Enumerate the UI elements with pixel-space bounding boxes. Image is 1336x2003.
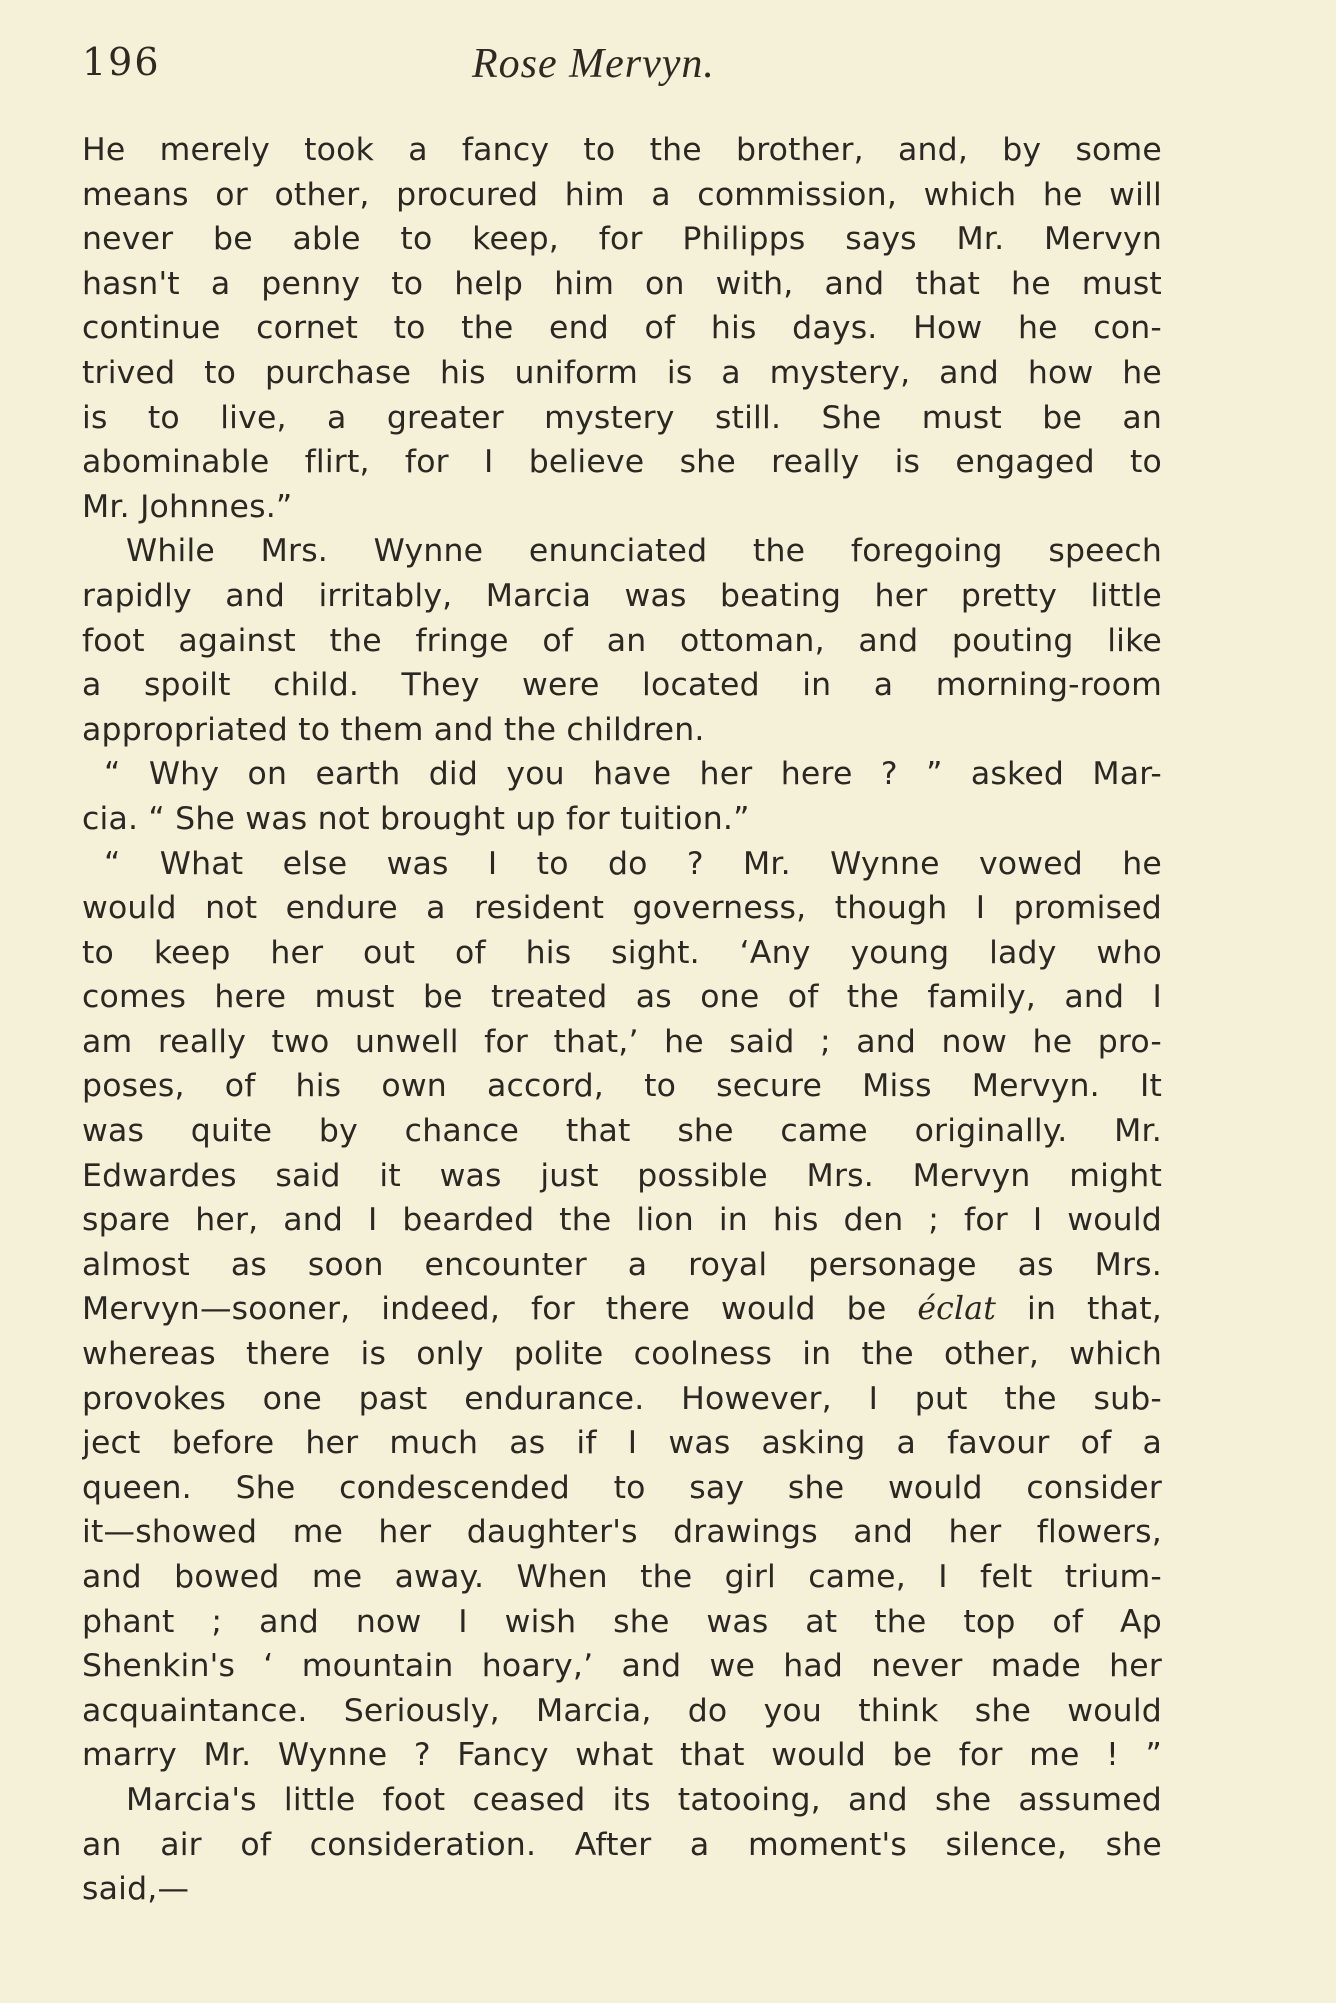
text-line: queen. She condescended to say she would consider — [82, 1469, 1162, 1506]
text-line: poses, of his own accord, to secure Miss Mervyn. It — [82, 1068, 1162, 1105]
text-line: acquaintance. Seriously, Marcia, do you think she would — [82, 1692, 1162, 1729]
page-header — [82, 40, 1172, 100]
text-line: to keep her out of his sight. ‘Any young lady who — [82, 934, 1162, 971]
text-line: said,— — [82, 1871, 190, 1908]
text-segment: Mervyn—sooner, indeed, for there would be — [82, 1291, 918, 1328]
body-text — [82, 128, 1162, 1912]
text-segment: in that, — [996, 1291, 1162, 1328]
text-line: cia. “ She was not brought up for tuition.” — [82, 800, 750, 837]
text-line: Edwardes said it was just possible Mrs. Mervyn might — [82, 1157, 1162, 1194]
text-line: “ What else was I to do ? Mr. Wynne vowed he — [104, 845, 1162, 882]
text-line: He merely took a fancy to the brother, and, by some — [82, 132, 1162, 168]
text-line: would not endure a resident governess, though I promised — [82, 890, 1162, 927]
text-line: and bowed me away. When the girl came, I felt trium- — [82, 1559, 1162, 1595]
text-line: almost as soon encounter a royal personage as Mrs. — [82, 1246, 1162, 1283]
text-line — [82, 1287, 1162, 1332]
text-line: “ Why on earth did you have her here ? ” asked Mar- — [104, 756, 1162, 793]
text-line: provokes one past endurance. However, I put the sub- — [82, 1380, 1162, 1417]
text-line: am really two unwell for that,’ he said ; and now he pro- — [82, 1023, 1162, 1060]
text-line: phant ; and now I wish she was at the top of Ap — [82, 1603, 1162, 1640]
italic-word: éclat — [917, 1291, 997, 1328]
text-line: Marcia's little foot ceased its tatooing, and she assumed — [126, 1781, 1162, 1818]
text-line: is to live, a greater mystery still. She must be an — [82, 399, 1162, 436]
text-line: marry Mr. Wynne ? Fancy what that would be for me ! ” — [82, 1737, 1162, 1774]
text-line: was quite by chance that she came originally. Mr. — [82, 1113, 1162, 1150]
text-line: trived to purchase his uniform is a mystery, and how he — [82, 354, 1162, 391]
text-line: While Mrs. Wynne enunciated the foregoing speech — [126, 533, 1162, 570]
text-line: it—showed me her daughter's drawings and her flowers, — [82, 1514, 1162, 1551]
text-line: means or other, procured him a commission, which he will — [82, 176, 1162, 213]
text-line: appropriated to them and the children. — [82, 711, 705, 748]
text-line: foot against the fringe of an ottoman, and pouting like — [82, 622, 1162, 659]
running-title: Rose Mervyn. — [472, 41, 715, 87]
text-line: a spoilt child. They were located in a morning-room — [82, 667, 1162, 704]
text-line: spare her, and I bearded the lion in his den ; for I would — [82, 1202, 1162, 1239]
text-line: Mr. Johnnes.” — [82, 488, 293, 525]
text-line: continue cornet to the end of his days. How he con- — [82, 310, 1162, 347]
text-line: ject before her much as if I was asking a favour of a — [82, 1425, 1162, 1462]
text-line: whereas there is only polite coolness in the other, which — [82, 1336, 1162, 1373]
text-line: hasn't a penny to help him on with, and that he must — [82, 265, 1162, 302]
page-number: 196 — [82, 40, 161, 84]
text-line: comes here must be treated as one of the family, and I — [82, 979, 1162, 1016]
text-line: never be able to keep, for Philipps says Mr. Mervyn — [82, 221, 1162, 258]
text-line: rapidly and irritably, Marcia was beating her pretty little — [82, 577, 1162, 614]
text-line: an air of consideration. After a moment's silence, she — [82, 1826, 1162, 1863]
text-line: Shenkin's ‘ mountain hoary,’ and we had never made her — [82, 1648, 1162, 1685]
text-line: abominable flirt, for I believe she really is engaged to — [82, 444, 1162, 481]
